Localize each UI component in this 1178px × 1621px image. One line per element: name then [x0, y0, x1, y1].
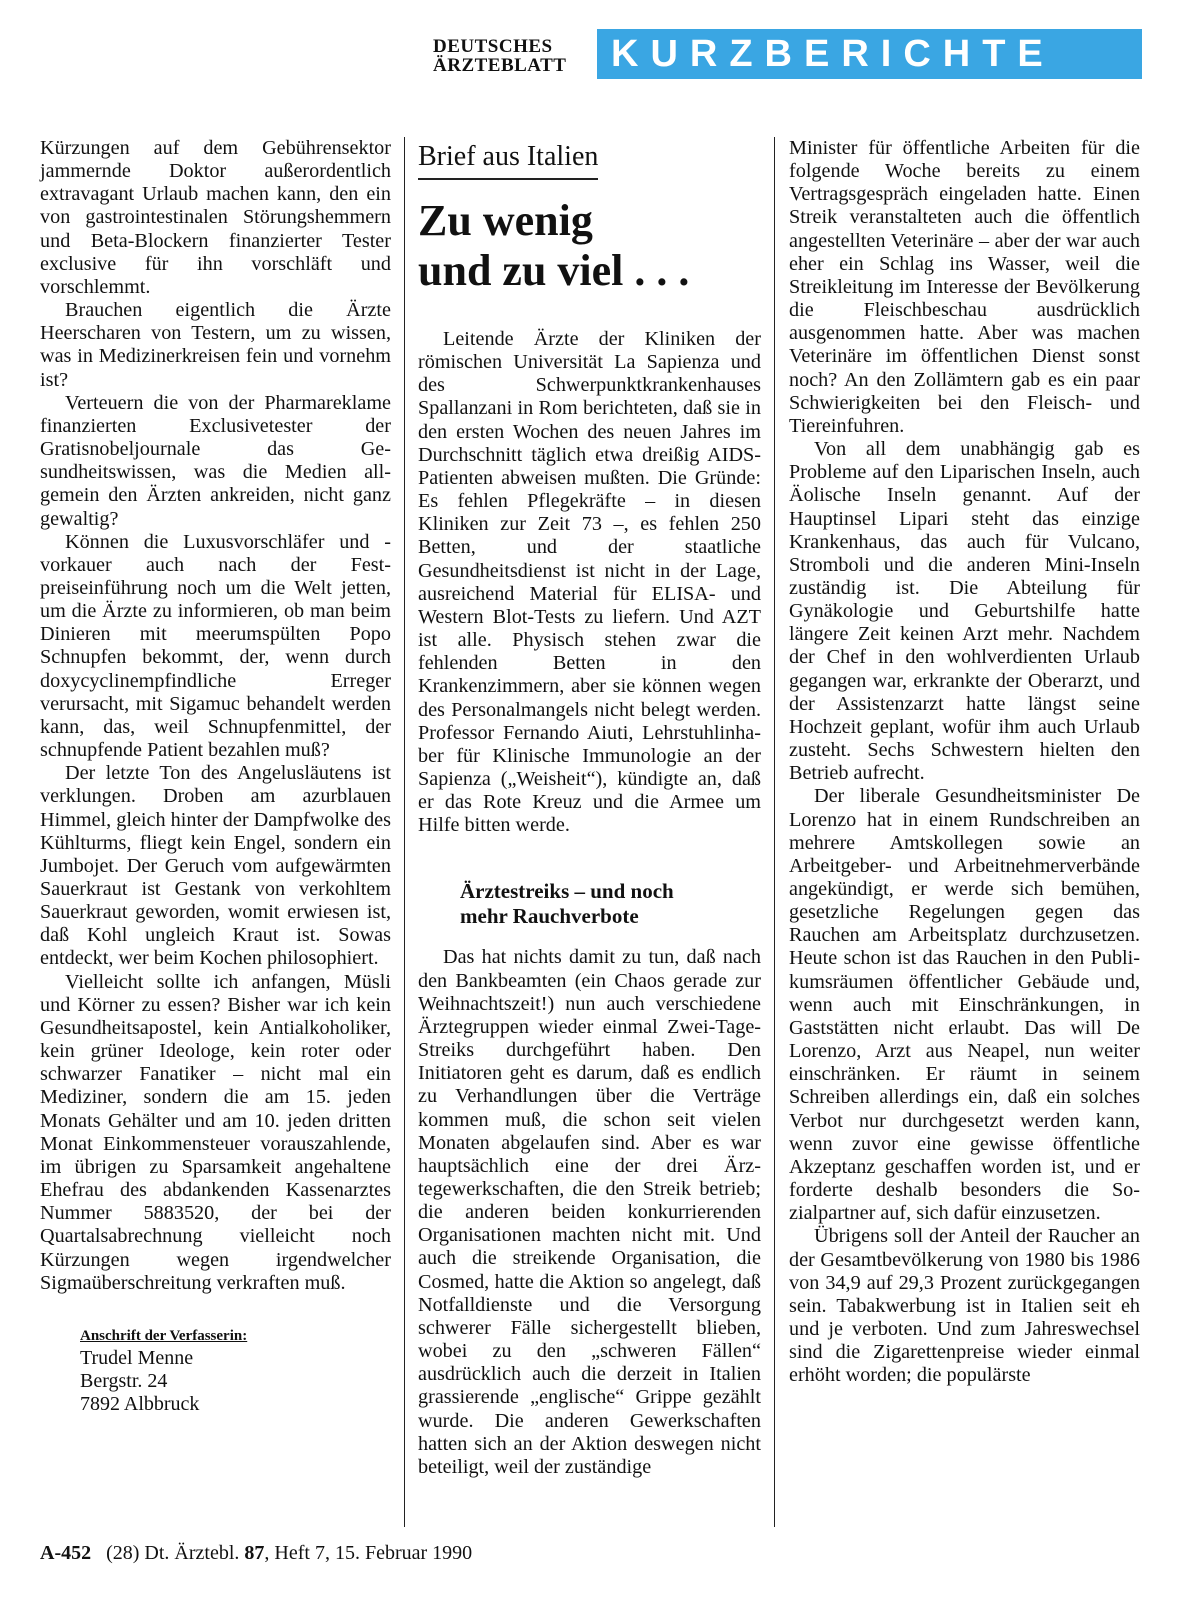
- article-headline: [418, 196, 761, 296]
- volume-number: 87: [244, 1542, 265, 1564]
- paragraph: Leitende Ärzte der Kliniken der römischen Universität La Sapienza und des Schwerpunktkrankenhauses Spallanzani in Rom berichteten, daß sie in den ersten Wochen des neuen Jahres im Durchschnitt täglich etwa dreißig AIDS-Patienten abweisen mußten. Die Gründe: Es fehlen Pflegekräfte – in diesen Kliniken zur Zeit 73 –, es fehlen 250 Betten, und der staatliche Gesundheitsdienst ist nicht in der Lage, ausreichend Material für ELISA- und Western Blot-Tests zu liefern. Und AZT ist alle. Physisch stehen zwar die fehlenden Betten in den Krankenzimmern, aber sie können wegen des Personalmangels nicht belegt werden. Professor Fernando Aiuti, Lehrstuhlinhaber für Klinische Immunologie an der Sapienza („Weisheit“), kündigte an, daß er das Rote Kreuz und die Armee um Hilfe bitten werde.: [418, 328, 761, 837]
- author-name: Trudel Menne: [80, 1346, 194, 1369]
- article-column-1: [40, 137, 391, 1416]
- paragraph: Übrigens soll der Anteil der Raucher an der Gesamtbevölkerung von 1980 bis 1986 von 34,9 auf 29,3 Prozent zurückgegangen sein. Tabakwerbung ist in Italien seit eh und je verboten. Und zum Jahreswechsel sind die Zigarettenpreise wieder einmal erhöht worden; die populärste: [789, 1225, 1140, 1387]
- paragraph: Vielleicht sollte ich anfangen, Müsli und Körner zu essen? Bisher war ich kein Gesundheitsapostel, kein Antialkoholiker, kein grüner Ideologe, kein roter oder schwarzer Fanatiker – nicht mal ein Mediziner, sondern die am 15. jeden Monats Gehälter und am 10. jeden dritten Monat Einkommensteuer vorauszahlende, im übrigen zu Sparsamkeit angehaltene Ehefrau des abdankenden Kassenarztes Nummer 5883520, der bei der Quartalsabrechnung vielleicht noch Kürzungen wegen irgendwelcher Sigmaüberschreitung verkraften muß.: [40, 970, 391, 1294]
- article-column-3: [789, 137, 1140, 1387]
- column-divider: [774, 137, 775, 1527]
- paragraph: Kürzungen auf dem Gebührensektor jammernde Doktor außerordentlich extravagant Urlaub machen kann, den ein von gastrointestinalen Störungshemmern und Beta-Blockern finanzierter Tester exclusive für ihn vorschläft und vorschlemmt.: [40, 137, 391, 298]
- article-kicker: Brief aus Italien: [418, 141, 598, 180]
- headline-line-1: Zu wenig: [418, 196, 593, 245]
- subheading-line-1: Ärztestreiks – und noch: [460, 879, 674, 904]
- paragraph: Der letzte Ton des Angelusläutens ist verklungen. Droben am azurblauen Himmel, gleich hinter der Dampfwolke des Kühlturms, fliegt kein Engel, sondern ein Jumbojet. Der Geruch vom aufgewärmten Sauerkraut ist Gestank von verkohltem Sauerkraut geworden, womit erwiesen ist, daß Kohl ungleich Kraut ist. Sowas entdeckt, wer beim Kochen philosophiert.: [40, 762, 391, 970]
- paragraph: Brauchen eigentlich die Ärzte Heerscharen von Testern, um zu wissen, was in Medizinerkreisen fein und vornehm ist?: [40, 299, 391, 391]
- section-banner: KURZBERICHTE: [597, 29, 1142, 79]
- masthead-logo: [433, 37, 588, 75]
- paragraph: Der liberale Gesundheitsminister De Lorenzo hat in einem Rundschreiben an mehrere Amtskollegen sowie an Arbeitgeber- und Arbeitnehmerverbände angekündigt, er werde sich bemühen, gesetzliche Regelungen gegen das Rauchen am Arbeitsplatz durchzusetzen. Heute schon ist das Rauchen in den Publikumsräumen öffentlicher Gebäude und, wenn auch mit Einschränkungen, in Gaststätten nicht erlaubt. Das will De Lorenzo, Arzt aus Neapel, nun weiter einschränken. Er räumt in seinem Schreiben allerdings ein, daß ein solches Verbot nur durchgesetzt werden kann, wenn zuvor eine gewisse öffentliche Akzeptanz geschaffen worden ist, und er forderte deshalb besonders die Sozialpartner auf, sich dafür einzusetzen.: [789, 785, 1140, 1225]
- issue-prefix: (28) Dt. Ärztebl.: [106, 1542, 240, 1564]
- headline-line-2: und zu viel . . .: [418, 246, 690, 295]
- paragraph: Verteuern die von der Pharmareklame finanzierten Exclusivetester der Gratisnobeljournale das Gesundheitswissen, was die Medien allgemein den Ärzten ankreiden, nicht ganz gewaltig?: [40, 391, 391, 530]
- author-city: 7892 Albbruck: [80, 1392, 200, 1415]
- article-column-2: [418, 137, 761, 1479]
- page-number: A-452: [40, 1542, 92, 1564]
- paragraph: Das hat nichts damit zu tun, daß nach den Bankbeamten (ein Chaos gerade zur Weihnachtszeit!) nun auch verschiedene Ärztegruppen wieder einmal Zwei-Tage-Streiks durchgeführt haben. Den Initiatoren geht es darum, daß es endlich zu Verhandlungen über die Verträge kommen muß, die schon seit vielen Monaten abgelaufen sind. Aber es war hauptsächlich eine der drei Ärztegewerkschaften, die den Streik betrieb; die anderen beiden konkurrierenden Organisationen machten nicht mit. Und auch die streikende Organisation, die Cosmed, hatte die Aktion so angelegt, daß Notfalldienste und die Versorgung schwerer Fälle sichergestellt blieben, wobei zu den „schweren Fällen“ ausdrücklich auch die derzeit in Italien grassierende „englische“ Grippe gezählt wurde. Die anderen Gewerkschaften hatten sich an der Aktion deswegen nicht beteiligt, weil der zuständige: [418, 946, 761, 1478]
- author-street: Bergstr. 24: [80, 1369, 168, 1392]
- column-divider: [404, 137, 405, 1527]
- logo-line-1: DEUTSCHES: [433, 36, 553, 57]
- logo-line-2: ÄRZTEBLATT: [433, 55, 567, 76]
- paragraph: Können die Luxusvorschläfer und -vorkauer auch nach der Festpreiseinführung noch um die Welt jetten, um die Ärzte zu informieren, ob man beim Dinieren mit meerumspülten Popo Schnupfen bekommt, der, wenn durch doxycyclinempfindliche Erreger verursacht, mit Sigamuc behandelt werden kann, das, weil Schnupfenmittel, der schnupfende Patient bezahlen muß?: [40, 530, 391, 762]
- article-subheading: [460, 879, 761, 929]
- page-footer: [40, 1542, 472, 1565]
- author-address: [80, 1325, 391, 1416]
- issue-suffix: , Heft 7, 15. Februar 1990: [264, 1542, 473, 1564]
- address-label: Anschrift der Verfasserin:: [80, 1327, 248, 1344]
- subheading-line-2: mehr Rauchverbote: [460, 904, 639, 929]
- paragraph: Von all dem unabhängig gab es Probleme auf den Liparischen Inseln, auch Äolische Inseln genannt. Auf der Hauptinsel Lipari steht das einzige Krankenhaus, das auch für Vulcano, Stromboli und die anderen Mini-Inseln zuständig ist. Die Abteilung für Gynäkologie und Geburtshilfe hatte längere Zeit keinen Arzt mehr. Nachdem der Chef in den wohlverdienten Urlaub gegangen war, erkrankte der Oberarzt, und der Assistenzarzt hatte längst seine Hochzeit geplant, wofür ihm auch Urlaub zusteht. Sechs Schwestern hielten den Betrieb aufrecht.: [789, 438, 1140, 785]
- paragraph: Minister für öffentliche Arbeiten für die folgende Woche bereits zu einem Vertragsgespräch eingeladen hatte. Einen Streik veranstalteten auch die öffentlich angestellten Veterinäre – aber der war auch eher ein Schlag ins Wasser, weil die Streikleitung im Interesse der Bevölkerung die Fleischbeschau ausdrücklich ausgenommen hatte. Aber was machen Veterinäre im öffentlichen Dienst sonst noch? An den Zollämtern gab es ein paar Schwierigkeiten bei den Fleisch- und Tiereinfuhren.: [789, 137, 1140, 437]
